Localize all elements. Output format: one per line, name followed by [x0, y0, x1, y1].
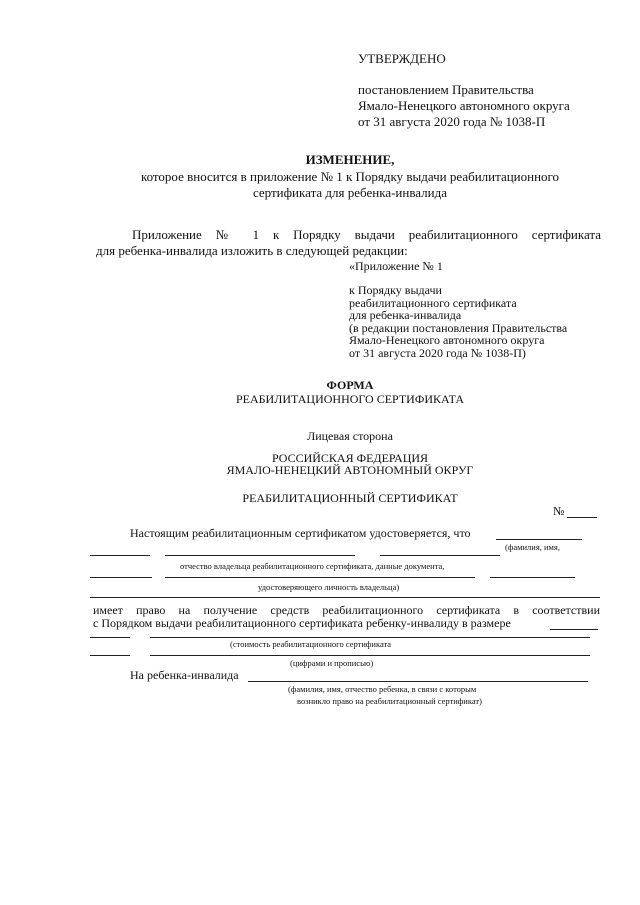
- appendix-line-4: (в редакции постановления Правительства: [349, 321, 568, 335]
- hint-cost: (стоимость реабилитационного сертификата: [230, 639, 392, 649]
- digits-line-b: [150, 655, 590, 656]
- right-line-1: имеет право на получение средств реабилитационного сертификата в соответствии: [93, 603, 600, 617]
- owner-id-line: [90, 597, 600, 598]
- hint-owner-document: отчество владельца реабилитационного сертификата, данные документа,: [180, 561, 445, 571]
- body-line-2: для ребенка-инвалида изложить в следующей редакции:: [96, 243, 408, 258]
- okrug-heading: ЯМАЛО-НЕНЕЦКИЙ АВТОНОМНЫЙ ОКРУГ: [226, 463, 474, 477]
- owner-name-line-2c: [380, 555, 500, 556]
- hint-fio: (фамилия, имя,: [505, 542, 560, 552]
- cost-line-b: [150, 637, 590, 638]
- appendix-line-1: к Порядку выдачи: [349, 283, 442, 297]
- appendix-title: «Приложение № 1: [349, 259, 443, 273]
- appendix-line-6: от 31 августа 2020 года № 1038-П): [349, 346, 526, 360]
- certificate-heading: РЕАБИЛИТАЦИОННЫЙ СЕРТИФИКАТ: [242, 491, 458, 505]
- number-field-line: [567, 517, 597, 518]
- body-line-1: Приложение № 1 к Порядку выдачи реабилитационного сертификата: [132, 227, 601, 242]
- owner-name-line-1: [496, 539, 582, 540]
- child-label: На ребенка-инвалида: [130, 668, 239, 682]
- form-title: ФОРМА: [326, 378, 374, 392]
- owner-doc-line-a: [90, 577, 152, 578]
- owner-name-line-2a: [90, 555, 150, 556]
- digits-line-a: [90, 655, 130, 656]
- appendix-line-5: Ямало-Ненецкого автономного округа: [349, 333, 545, 347]
- change-subtitle-1: которое вносится в приложение № 1 к Порядку выдачи реабилитационного: [140, 169, 560, 184]
- hint-owner-id: удостоверяющего личность владельца): [258, 582, 400, 592]
- number-sign: №: [553, 504, 565, 518]
- child-name-line: [248, 681, 588, 682]
- right-line-2: с Порядком выдачи реабилитационного сертификата ребенку-инвалиду в размере: [93, 616, 511, 630]
- hint-child-1: (фамилия, имя, отчество ребенка, в связи с которым: [288, 684, 477, 694]
- change-heading: ИЗМЕНЕНИЕ,: [305, 152, 395, 167]
- approval-line-3: от 31 августа 2020 года № 1038-П: [358, 114, 546, 129]
- owner-name-line-2b: [165, 555, 355, 556]
- federation-heading: РОССИЙСКАЯ ФЕДЕРАЦИЯ: [271, 451, 429, 465]
- approval-line-2: Ямало-Ненецкого автономного округа: [358, 98, 570, 113]
- approval-line-1: постановлением Правительства: [358, 82, 534, 97]
- side-label: Лицевая сторона: [307, 429, 393, 443]
- owner-doc-line-b: [165, 577, 475, 578]
- cost-line-a: [90, 637, 130, 638]
- change-subtitle-2: сертификата для ребенка-инвалида: [252, 185, 448, 200]
- appendix-line-2: реабилитационного сертификата: [349, 296, 517, 310]
- form-subtitle: РЕАБИЛИТАЦИОННОГО СЕРТИФИКАТА: [235, 392, 465, 406]
- certify-text: Настоящим реабилитационным сертификатом удостоверяется, что: [130, 526, 471, 540]
- appendix-line-3: для ребенка-инвалида: [349, 308, 462, 322]
- amount-line-1: [550, 629, 598, 630]
- hint-child-2: возникло право на реабилитационный сертификат): [297, 696, 482, 706]
- hint-digits: (цифрами и прописью): [290, 658, 374, 668]
- owner-doc-line-c: [490, 577, 575, 578]
- approval-title: УТВЕРЖДЕНО: [358, 51, 446, 66]
